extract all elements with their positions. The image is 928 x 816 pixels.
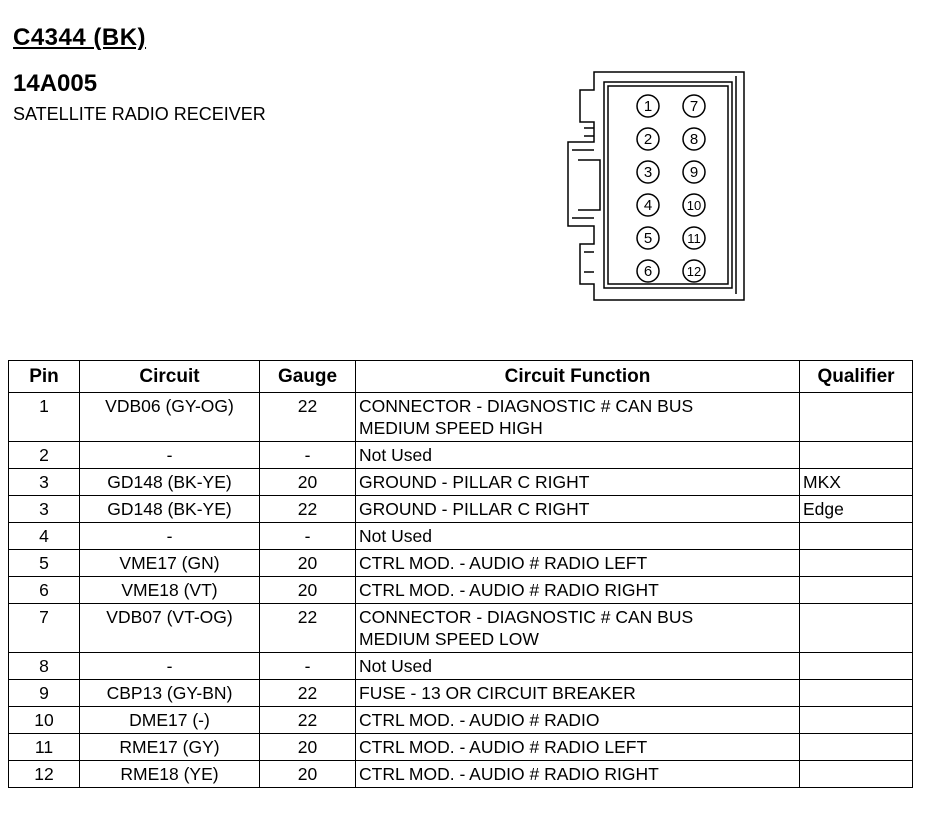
table-row xyxy=(9,707,913,734)
gauge-cell: 22 xyxy=(260,496,356,523)
function-cell: CONNECTOR - DIAGNOSTIC # CAN BUS MEDIUM SPEED LOW xyxy=(356,604,800,653)
qualifier-cell xyxy=(800,734,913,761)
header-qualifier: Qualifier xyxy=(800,361,913,393)
qualifier-cell xyxy=(800,707,913,734)
table-row xyxy=(9,550,913,577)
qualifier-cell xyxy=(800,680,913,707)
pin-cell: 5 xyxy=(9,550,80,577)
pin-cell: 4 xyxy=(9,523,80,550)
circuit-cell: CBP13 (GY-BN) xyxy=(80,680,260,707)
pin-number-label: 9 xyxy=(689,164,699,181)
header-pin: Pin xyxy=(9,361,80,393)
function-cell: CTRL MOD. - AUDIO # RADIO LEFT xyxy=(356,734,800,761)
pin-cell: 9 xyxy=(9,680,80,707)
pin-cell: 6 xyxy=(9,577,80,604)
qualifier-cell xyxy=(800,761,913,788)
qualifier-cell xyxy=(800,577,913,604)
pin-cell: 12 xyxy=(9,761,80,788)
circuit-cell: RME18 (YE) xyxy=(80,761,260,788)
qualifier-cell xyxy=(800,523,913,550)
qualifier-cell xyxy=(800,653,913,680)
circuit-cell: - xyxy=(80,442,260,469)
pin-column-right xyxy=(683,95,705,282)
table-row xyxy=(9,680,913,707)
gauge-cell: 20 xyxy=(260,577,356,604)
pin-number-label: 7 xyxy=(689,98,699,115)
pin-cell: 1 xyxy=(9,393,80,442)
gauge-cell: 22 xyxy=(260,604,356,653)
function-cell: Not Used xyxy=(356,653,800,680)
pin-number-label: 3 xyxy=(643,164,653,181)
gauge-cell: 20 xyxy=(260,469,356,496)
table-row xyxy=(9,393,913,442)
table-row xyxy=(9,761,913,788)
circuit-cell: VDB06 (GY-OG) xyxy=(80,393,260,442)
table-header-row xyxy=(9,361,913,393)
pin-number-label: 10 xyxy=(686,198,702,213)
part-number: 14A005 xyxy=(13,70,98,97)
header-gauge: Gauge xyxy=(260,361,356,393)
function-cell: GROUND - PILLAR C RIGHT xyxy=(356,496,800,523)
circuit-cell: VME17 (GN) xyxy=(80,550,260,577)
gauge-cell: 22 xyxy=(260,393,356,442)
qualifier-cell xyxy=(800,550,913,577)
circuit-cell: VME18 (VT) xyxy=(80,577,260,604)
header-circuit: Circuit xyxy=(80,361,260,393)
circuit-cell: VDB07 (VT-OG) xyxy=(80,604,260,653)
gauge-cell: - xyxy=(260,442,356,469)
function-cell: Not Used xyxy=(356,442,800,469)
function-cell: CTRL MOD. - AUDIO # RADIO LEFT xyxy=(356,550,800,577)
table-row xyxy=(9,496,913,523)
pin-cell: 3 xyxy=(9,469,80,496)
table-row xyxy=(9,442,913,469)
pin-column-left xyxy=(637,95,659,282)
table-row xyxy=(9,653,913,680)
pin-number-label: 2 xyxy=(643,131,653,148)
pin-number-label: 5 xyxy=(643,230,653,247)
pin-number-label: 12 xyxy=(686,264,702,279)
circuit-cell: DME17 (-) xyxy=(80,707,260,734)
connector-face-diagram xyxy=(560,66,760,306)
table-row xyxy=(9,523,913,550)
gauge-cell: 22 xyxy=(260,680,356,707)
pin-cell: 2 xyxy=(9,442,80,469)
gauge-cell: 20 xyxy=(260,734,356,761)
header-circuit-function: Circuit Function xyxy=(356,361,800,393)
qualifier-cell: Edge xyxy=(800,496,913,523)
qualifier-cell xyxy=(800,604,913,653)
function-cell: CTRL MOD. - AUDIO # RADIO xyxy=(356,707,800,734)
pin-cell: 3 xyxy=(9,496,80,523)
qualifier-cell xyxy=(800,393,913,442)
table-row xyxy=(9,577,913,604)
circuit-cell: GD148 (BK-YE) xyxy=(80,496,260,523)
table-row xyxy=(9,734,913,761)
function-cell: FUSE - 13 OR CIRCUIT BREAKER xyxy=(356,680,800,707)
gauge-cell: - xyxy=(260,653,356,680)
pinout-table xyxy=(8,360,913,788)
pin-cell: 8 xyxy=(9,653,80,680)
table-row xyxy=(9,604,913,653)
pin-number-label: 11 xyxy=(687,231,701,246)
function-cell: CTRL MOD. - AUDIO # RADIO RIGHT xyxy=(356,761,800,788)
pin-cell: 11 xyxy=(9,734,80,761)
part-description: SATELLITE RADIO RECEIVER xyxy=(13,104,266,124)
pin-cell: 10 xyxy=(9,707,80,734)
function-cell: GROUND - PILLAR C RIGHT xyxy=(356,469,800,496)
gauge-cell: 20 xyxy=(260,761,356,788)
pin-cell: 7 xyxy=(9,604,80,653)
table-row xyxy=(9,469,913,496)
function-cell: Not Used xyxy=(356,523,800,550)
pin-number-label: 8 xyxy=(689,131,699,148)
circuit-cell: - xyxy=(80,523,260,550)
gauge-cell: 20 xyxy=(260,550,356,577)
pin-number-label: 4 xyxy=(643,197,653,214)
function-cell: CTRL MOD. - AUDIO # RADIO RIGHT xyxy=(356,577,800,604)
gauge-cell: - xyxy=(260,523,356,550)
gauge-cell: 22 xyxy=(260,707,356,734)
pin-number-label: 6 xyxy=(643,263,653,280)
pin-number-label: 1 xyxy=(643,98,653,115)
circuit-cell: - xyxy=(80,653,260,680)
qualifier-cell xyxy=(800,442,913,469)
table-body xyxy=(9,393,913,788)
circuit-cell: RME17 (GY) xyxy=(80,734,260,761)
qualifier-cell: MKX xyxy=(800,469,913,496)
connector-id-title: C4344 (BK) xyxy=(13,24,147,51)
function-cell: CONNECTOR - DIAGNOSTIC # CAN BUS MEDIUM SPEED HIGH xyxy=(356,393,800,442)
circuit-cell: GD148 (BK-YE) xyxy=(80,469,260,496)
